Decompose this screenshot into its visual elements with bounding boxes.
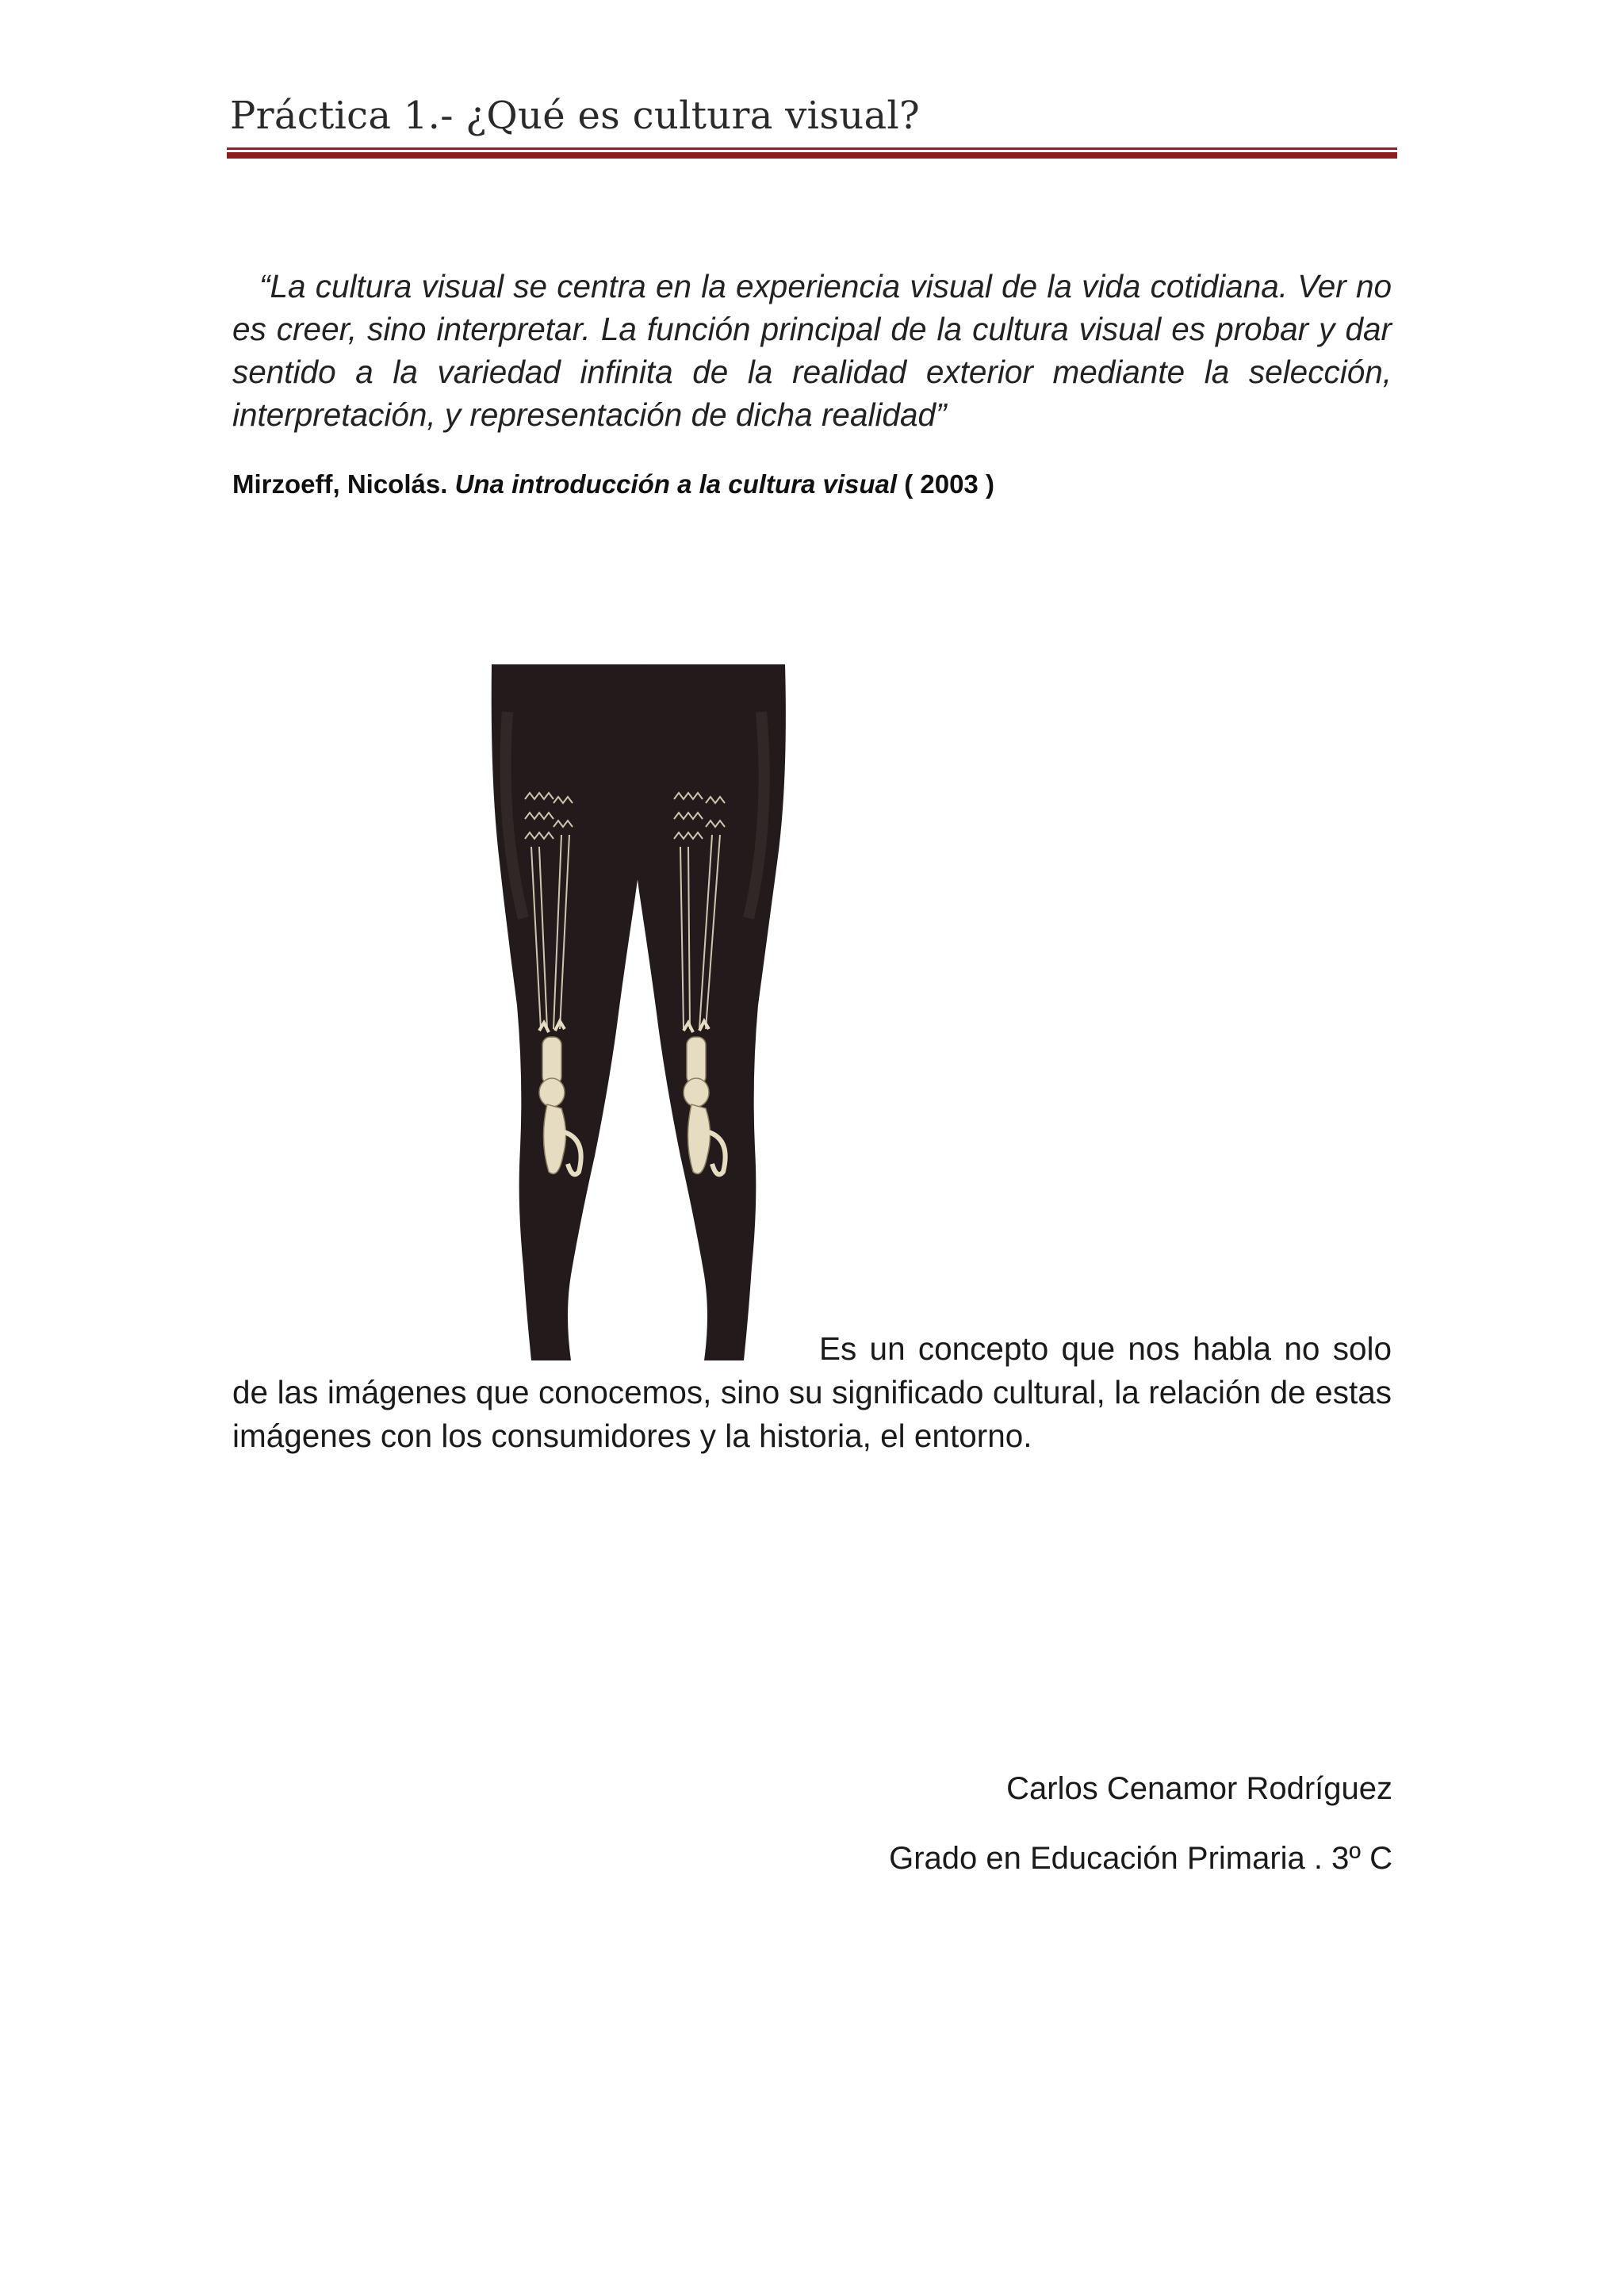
- quote-paragraph: “La cultura visual se centra en la experiencia visual de la vida cotidiana. Ver no es creer, sino interpretar. La función principal de la cultura visual es probar y dar sentido a la variedad infinita de la realidad exterior mediante la selección, interpretación, y representación de dicha realidad”: [232, 268, 1392, 433]
- image-float-spacer: [232, 1327, 819, 1371]
- degree-line: Grado en Educación Primaria . 3º C: [889, 1841, 1392, 1876]
- body-text: Es un concepto que nos habla no solo de las imágenes que conocemos, sino su significado cultural, la relación de estas imágenes con los consumidores y la historia, el entorno.: [232, 1330, 1392, 1454]
- tights-legs-illustration: [476, 664, 825, 1362]
- citation-year: ( 2003 ): [904, 469, 994, 499]
- page-title: Práctica 1.- ¿Qué es cultura visual?: [230, 94, 921, 138]
- title-rule-thick: [227, 152, 1397, 159]
- tights-image: [476, 664, 825, 1362]
- title-rule-thin: [227, 147, 1397, 150]
- author-name: Carlos Cenamor Rodríguez: [1006, 1771, 1392, 1806]
- body-paragraph: [232, 1327, 1392, 1458]
- citation-author: Mirzoeff, Nicolás.: [232, 469, 448, 499]
- citation-work: Una introducción a la cultura visual: [454, 469, 898, 499]
- citation: [232, 469, 1392, 499]
